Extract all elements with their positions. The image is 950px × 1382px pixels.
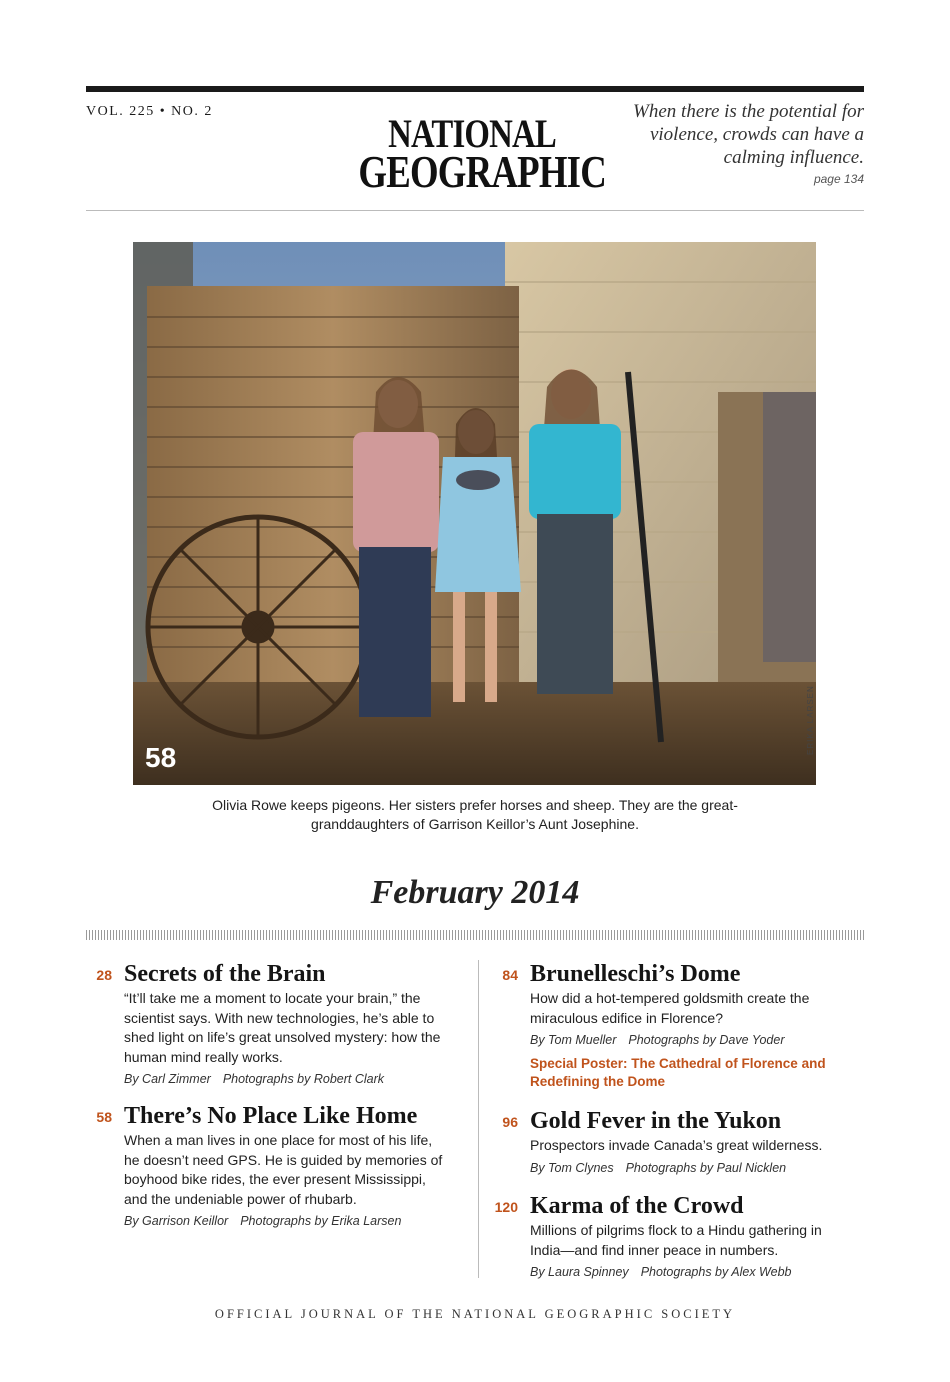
column-divider — [478, 960, 479, 1278]
toc-photographer: Photographs by Paul Nicklen — [625, 1160, 787, 1175]
national-geographic-logo[interactable] — [330, 111, 614, 197]
pull-quote-page[interactable]: page 134 — [813, 172, 864, 186]
toc-credits — [124, 1214, 444, 1228]
logo-line-1: NATIONAL — [388, 111, 556, 156]
special-poster-link[interactable]: Special Poster: The Cathedral of Florence and Redefining the Dome — [530, 1056, 826, 1089]
toc-page-number: 120 — [494, 1199, 518, 1215]
volume-number: VOL. 225 • NO. 2 — [86, 104, 213, 119]
toc-author: By Tom Clynes — [530, 1160, 614, 1175]
toc-entry-gold-fever[interactable] — [502, 1107, 855, 1175]
pull-quote: When there is the potential for violence, crowds can have a calming influence. — [633, 101, 864, 168]
toc-credits — [530, 1265, 855, 1279]
toc-photographer: Photographs by Erika Larsen — [240, 1214, 402, 1228]
photo-caption: Olivia Rowe keeps pigeons. Her sisters prefer horses and sheep. They are the great-granddaughters of Garrison Keillor’s Aunt Josephine. — [212, 797, 738, 832]
toc-entry-secrets-of-the-brain[interactable] — [96, 960, 444, 1086]
toc-photographer: Photographs by Alex Webb — [640, 1265, 792, 1279]
photo-illustration — [133, 242, 816, 785]
toc-credits — [530, 1033, 855, 1047]
toc-title[interactable]: Secrets of the Brain — [124, 961, 326, 987]
issue-date: February 2014 — [370, 874, 580, 911]
toc-page-number: 28 — [96, 967, 112, 983]
toc-author: By Carl Zimmer — [124, 1072, 211, 1086]
header-divider — [86, 210, 864, 211]
toc-title[interactable]: Gold Fever in the Yukon — [530, 1108, 782, 1134]
photo-page-number: 58 — [145, 742, 177, 773]
toc-page-number: 96 — [502, 1114, 518, 1130]
toc-title[interactable]: Karma of the Crowd — [530, 1193, 744, 1219]
toc-description: “It’ll take me a moment to locate your brain,” the scientist says. With new technologies, he’s able to shed light on life’s great unsolved mystery: how the human mind really works. — [124, 990, 441, 1065]
toc-description: Prospectors invade Canada’s great wilderness. — [530, 1137, 823, 1153]
toc-title[interactable]: There’s No Place Like Home — [124, 1103, 418, 1129]
toc-author: By Tom Mueller — [530, 1033, 617, 1047]
toc-entry-brunelleschis-dome[interactable] — [502, 960, 855, 1091]
toc-author: By Laura Spinney — [530, 1265, 629, 1279]
toc-entry-karma-of-the-crowd[interactable] — [494, 1192, 855, 1279]
toc-photographer: Photographs by Dave Yoder — [628, 1033, 785, 1047]
toc-page-number: 58 — [96, 1109, 112, 1125]
toc-title[interactable]: Brunelleschi’s Dome — [530, 961, 741, 987]
photo-credit: ERIKA LARSEN — [806, 685, 815, 755]
toc-credits — [530, 1161, 855, 1175]
footer-tagline: OFFICIAL JOURNAL OF THE NATIONAL GEOGRAPHIC SOCIETY — [214, 1307, 736, 1321]
toc-entry-no-place-like-home[interactable] — [96, 1102, 444, 1228]
hatched-divider — [86, 930, 864, 940]
feature-photo[interactable] — [133, 242, 816, 785]
toc-author: By Garrison Keillor — [124, 1214, 229, 1228]
toc-credits — [124, 1072, 444, 1086]
logo-line-2: GEOGRAPHIC — [358, 146, 606, 197]
toc-page-number: 84 — [502, 967, 518, 983]
toc-description: How did a hot-tempered goldsmith create the miraculous edifice in Florence? — [530, 990, 810, 1026]
top-rule — [86, 86, 864, 92]
toc-description: When a man lives in one place for most of his life, he doesn’t need GPS. He is guided by memories of boyhood bike rides, the ever present Mississippi, and the undeniable power of rhubarb. — [124, 1132, 443, 1207]
toc-description: Millions of pilgrims flock to a Hindu gathering in India—and find inner peace in numbers. — [530, 1222, 822, 1258]
toc-photographer: Photographs by Robert Clark — [222, 1072, 385, 1086]
